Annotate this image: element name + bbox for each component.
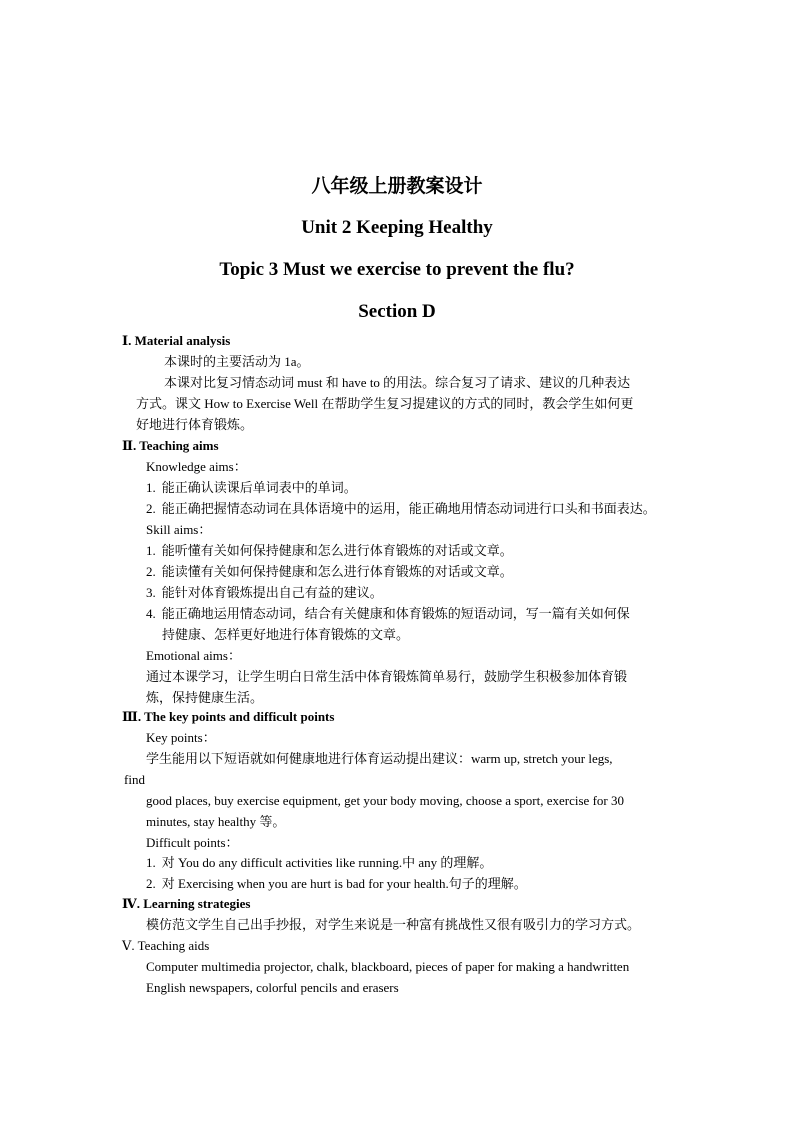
material-p2-line3: 好地进行体育锻炼。 [136, 417, 254, 432]
skill-aim-item: 4. 能正确地运用情态动词，结合有关健康和体育锻炼的短语动词，写一篇有关如何保 [146, 606, 630, 621]
key-points-line1: 学生能用以下短语就如何健康地进行体育运动提出建议：warm up, stretch your legs, [146, 751, 613, 766]
topic-title: Topic 3 Must we exercise to prevent the flu? [219, 259, 575, 280]
key-points-line3: good places, buy exercise equipment, get your body moving, choose a sport, exercise for 30 [146, 793, 624, 808]
aids-heading: Ⅴ. Teaching aids [122, 938, 210, 953]
section-title: Section D [358, 301, 436, 322]
document-title-cn: 八年级上册教案设计 [311, 175, 483, 197]
skill-aims-label: Skill aims： [146, 522, 212, 537]
difficult-point-item: 1. 对 You do any difficult activities like running.中 any 的理解。 [146, 855, 493, 870]
key-points-line2: find [124, 772, 145, 787]
emotional-aims-label: Emotional aims： [146, 648, 241, 663]
skill-aim-item-continuation: 持健康、怎样更好地进行体育锻炼的文章。 [162, 627, 410, 642]
key-points-line4: minutes, stay healthy 等。 [146, 814, 286, 829]
difficult-points-label: Difficult points： [146, 835, 239, 850]
aims-heading: Ⅱ. Teaching aims [122, 438, 219, 453]
unit-title: Unit 2 Keeping Healthy [301, 217, 493, 238]
material-p2-line1: 本课对比复习情态动词 must 和 have to 的用法。综合复习了请求、建议的几种表达 [164, 375, 631, 390]
aids-line2: English newspapers, colorful pencils and erasers [146, 980, 399, 995]
knowledge-aim-item: 2. 能正确把握情态动词在具体语境中的运用，能正确地用情态动词进行口头和书面表达。 [146, 501, 656, 516]
skill-aim-item: 1. 能听懂有关如何保持健康和怎么进行体育锻炼的对话或文章。 [146, 543, 513, 558]
knowledge-aim-item: 1. 能正确认读课后单词表中的单词。 [146, 480, 357, 495]
skill-aim-item: 3. 能针对体育锻炼提出自己有益的建议。 [146, 585, 383, 600]
knowledge-aims-label: Knowledge aims： [146, 459, 247, 474]
strategies-heading: Ⅳ. Learning strategies [122, 896, 251, 911]
material-heading: Ⅰ. Material analysis [122, 333, 231, 348]
difficult-point-item: 2. 对 Exercising when you are hurt is bad for your health.句子的理解。 [146, 876, 527, 891]
material-p2-line2: 方式。课文 How to Exercise Well 在帮助学生复习提建议的方式的同时，教会学生如何更 [136, 396, 634, 411]
keypoints-heading: Ⅲ. The key points and difficult points [122, 709, 335, 724]
emotional-aims-line1: 通过本课学习，让学生明白日常生活中体育锻炼简单易行，鼓励学生积极参加体育锻 [146, 669, 628, 684]
key-points-label: Key points： [146, 730, 216, 745]
emotional-aims-line2: 炼，保持健康生活。 [146, 690, 264, 705]
aids-line1: Computer multimedia projector, chalk, blackboard, pieces of paper for making a handwritten [146, 959, 630, 974]
strategies-text: 模仿范文学生自己出手抄报，对学生来说是一种富有挑战性又很有吸引力的学习方式。 [146, 917, 641, 932]
material-p1: 本课时的主要活动为 1a。 [164, 354, 310, 369]
skill-aim-item: 2. 能读懂有关如何保持健康和怎么进行体育锻炼的对话或文章。 [146, 564, 513, 579]
